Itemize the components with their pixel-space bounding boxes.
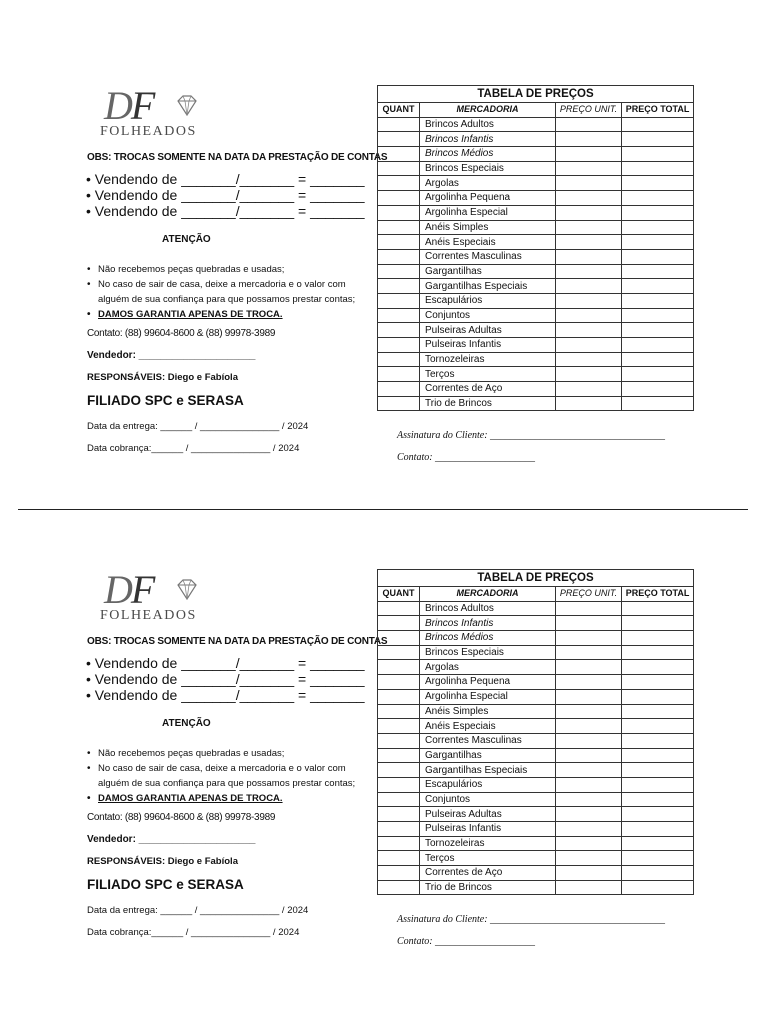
total-price-cell[interactable] — [622, 689, 694, 704]
price-row — [378, 396, 694, 411]
form-copy-bottom — [0, 484, 768, 968]
quant-cell[interactable] — [378, 836, 420, 851]
mercadoria-cell: Correntes de Aço — [420, 382, 556, 397]
quant-cell[interactable] — [378, 645, 420, 660]
unit-price-cell[interactable] — [556, 836, 622, 851]
unit-price-cell[interactable] — [556, 822, 622, 837]
col-header-preco-unit: PREÇO UNIT. — [556, 103, 622, 118]
unit-price-cell[interactable] — [556, 264, 622, 279]
mercadoria-cell: Gargantilhas — [420, 748, 556, 763]
price-table — [377, 85, 694, 411]
price-row — [378, 631, 694, 646]
unit-price-cell[interactable] — [556, 235, 622, 250]
mercadoria-cell: Terços — [420, 851, 556, 866]
filiado-text: FILIADO SPC e SERASA — [87, 877, 244, 892]
unit-price-cell[interactable] — [556, 308, 622, 323]
total-price-cell[interactable] — [622, 235, 694, 250]
vendedor-field: Vendedor: _____________________ — [87, 350, 256, 361]
price-row — [378, 132, 694, 147]
unit-price-cell[interactable] — [556, 338, 622, 353]
quant-cell[interactable] — [378, 352, 420, 367]
price-table — [377, 569, 694, 895]
quant-cell[interactable] — [378, 191, 420, 206]
quant-cell[interactable] — [378, 367, 420, 382]
col-header-preco-total: PREÇO TOTAL — [622, 587, 694, 602]
total-price-cell[interactable] — [622, 763, 694, 778]
price-row — [378, 161, 694, 176]
vendendo-line: • Vendendo de _______/_______ = _______ — [86, 687, 365, 703]
total-price-cell[interactable] — [622, 396, 694, 411]
price-row — [378, 836, 694, 851]
quant-cell[interactable] — [378, 822, 420, 837]
price-row — [378, 249, 694, 264]
quant-cell[interactable] — [378, 851, 420, 866]
total-price-cell[interactable] — [622, 807, 694, 822]
client-contact-field: Contato: ____________________ — [397, 936, 536, 947]
mercadoria-cell: Terços — [420, 367, 556, 382]
unit-price-cell[interactable] — [556, 631, 622, 646]
price-row — [378, 235, 694, 250]
vendendo-line: • Vendendo de _______/_______ = _______ — [86, 655, 365, 671]
unit-price-cell[interactable] — [556, 176, 622, 191]
price-row — [378, 279, 694, 294]
mercadoria-cell: Brincos Médios — [420, 631, 556, 646]
mercadoria-cell: Pulseiras Infantis — [420, 338, 556, 353]
quant-cell[interactable] — [378, 235, 420, 250]
obs-note: OBS: TROCAS SOMENTE NA DATA DA PRESTAÇÃO DE CONTAS — [87, 636, 388, 647]
df-folheados-logo — [96, 567, 208, 626]
quant-cell[interactable] — [378, 601, 420, 616]
logo-subtitle: FOLHEADOS — [100, 124, 197, 139]
total-price-cell[interactable] — [622, 308, 694, 323]
price-row — [378, 645, 694, 660]
unit-price-cell[interactable] — [556, 601, 622, 616]
price-row — [378, 382, 694, 397]
unit-price-cell[interactable] — [556, 191, 622, 206]
notes-list — [86, 746, 376, 806]
diamond-icon — [174, 578, 200, 602]
mercadoria-cell: Argolinha Especial — [420, 689, 556, 704]
unit-price-cell[interactable] — [556, 660, 622, 675]
total-price-cell[interactable] — [622, 675, 694, 690]
unit-price-cell[interactable] — [556, 132, 622, 147]
price-row — [378, 220, 694, 235]
garantia-note: • DAMOS GARANTIA APENAS DE TROCA. — [86, 791, 376, 806]
note-item: • Não recebemos peças quebradas e usadas; — [86, 746, 376, 761]
responsaveis-text: RESPONSÁVEIS: Diego e Fabíola — [87, 856, 238, 867]
unit-price-cell[interactable] — [556, 616, 622, 631]
unit-price-cell[interactable] — [556, 807, 622, 822]
vendendo-line: • Vendendo de _______/_______ = _______ — [86, 671, 365, 687]
price-row — [378, 675, 694, 690]
price-row — [378, 807, 694, 822]
price-row — [378, 851, 694, 866]
contact-phones: Contato: (88) 99604-8600 & (88) 99978-3989 — [87, 812, 276, 823]
unit-price-cell[interactable] — [556, 323, 622, 338]
total-price-cell[interactable] — [622, 161, 694, 176]
unit-price-cell[interactable] — [556, 866, 622, 881]
contact-phones: Contato: (88) 99604-8600 & (88) 99978-3989 — [87, 328, 276, 339]
quant-cell[interactable] — [378, 249, 420, 264]
total-price-cell[interactable] — [622, 866, 694, 881]
unit-price-cell[interactable] — [556, 675, 622, 690]
total-price-cell[interactable] — [622, 117, 694, 132]
total-price-cell[interactable] — [622, 851, 694, 866]
price-table-title: TABELA DE PREÇOS — [378, 570, 694, 587]
unit-price-cell[interactable] — [556, 117, 622, 132]
total-price-cell[interactable] — [622, 631, 694, 646]
quant-cell[interactable] — [378, 161, 420, 176]
quant-cell[interactable] — [378, 396, 420, 411]
mercadoria-cell: Gargantilhas Especiais — [420, 763, 556, 778]
unit-price-cell[interactable] — [556, 851, 622, 866]
quant-cell[interactable] — [378, 866, 420, 881]
logo-monogram: DF — [104, 83, 154, 128]
mercadoria-cell: Trio de Brincos — [420, 396, 556, 411]
quant-cell[interactable] — [378, 264, 420, 279]
mercadoria-cell: Gargantilhas Especiais — [420, 279, 556, 294]
vendendo-line: • Vendendo de _______/_______ = _______ — [86, 187, 365, 203]
unit-price-cell[interactable] — [556, 249, 622, 264]
total-price-cell[interactable] — [622, 880, 694, 895]
mercadoria-cell: Argolas — [420, 660, 556, 675]
price-row — [378, 689, 694, 704]
logo-subtitle: FOLHEADOS — [100, 608, 197, 623]
billing-date-field: Data cobrança:______ / _______________ / 2024 — [87, 927, 300, 938]
total-price-cell[interactable] — [622, 293, 694, 308]
mercadoria-cell: Brincos Especiais — [420, 161, 556, 176]
mercadoria-cell: Argolinha Especial — [420, 205, 556, 220]
total-price-cell[interactable] — [622, 323, 694, 338]
logo-monogram: DF — [104, 567, 154, 612]
price-row — [378, 704, 694, 719]
price-row — [378, 191, 694, 206]
price-row — [378, 719, 694, 734]
vendendo-list — [86, 655, 365, 703]
quant-cell[interactable] — [378, 631, 420, 646]
unit-price-cell[interactable] — [556, 719, 622, 734]
note-item: • Não recebemos peças quebradas e usadas; — [86, 262, 376, 277]
mercadoria-cell: Brincos Infantis — [420, 132, 556, 147]
total-price-cell[interactable] — [622, 191, 694, 206]
vendendo-line: • Vendendo de _______/_______ = _______ — [86, 203, 365, 219]
total-price-cell[interactable] — [622, 836, 694, 851]
mercadoria-cell: Argolas — [420, 176, 556, 191]
mercadoria-cell: Correntes Masculinas — [420, 733, 556, 748]
unit-price-cell[interactable] — [556, 733, 622, 748]
client-signature-field: Assinatura do Cliente: ___________________________________ — [397, 914, 666, 925]
total-price-cell[interactable] — [622, 660, 694, 675]
total-price-cell[interactable] — [622, 777, 694, 792]
price-row — [378, 601, 694, 616]
vendendo-line: • Vendendo de _______/_______ = _______ — [86, 171, 365, 187]
total-price-cell[interactable] — [622, 176, 694, 191]
price-row — [378, 117, 694, 132]
price-table-title: TABELA DE PREÇOS — [378, 86, 694, 103]
total-price-cell[interactable] — [622, 367, 694, 382]
mercadoria-cell: Brincos Médios — [420, 147, 556, 162]
mercadoria-cell: Gargantilhas — [420, 264, 556, 279]
quant-cell[interactable] — [378, 733, 420, 748]
quant-cell[interactable] — [378, 220, 420, 235]
quant-cell[interactable] — [378, 792, 420, 807]
total-price-cell[interactable] — [622, 382, 694, 397]
price-row — [378, 338, 694, 353]
col-header-preco-total: PREÇO TOTAL — [622, 103, 694, 118]
mercadoria-cell: Escapulários — [420, 777, 556, 792]
price-row — [378, 147, 694, 162]
quant-cell[interactable] — [378, 704, 420, 719]
unit-price-cell[interactable] — [556, 205, 622, 220]
total-price-cell[interactable] — [622, 601, 694, 616]
price-row — [378, 777, 694, 792]
col-header-preco-unit: PREÇO UNIT. — [556, 587, 622, 602]
unit-price-cell[interactable] — [556, 161, 622, 176]
unit-price-cell[interactable] — [556, 763, 622, 778]
form-copy-top — [0, 0, 768, 484]
col-header-mercadoria: MERCADORIA — [420, 587, 556, 602]
unit-price-cell[interactable] — [556, 352, 622, 367]
total-price-cell[interactable] — [622, 645, 694, 660]
price-row — [378, 660, 694, 675]
unit-price-cell[interactable] — [556, 382, 622, 397]
price-row — [378, 792, 694, 807]
total-price-cell[interactable] — [622, 279, 694, 294]
total-price-cell[interactable] — [622, 132, 694, 147]
quant-cell[interactable] — [378, 117, 420, 132]
mercadoria-cell: Anéis Especiais — [420, 235, 556, 250]
quant-cell[interactable] — [378, 338, 420, 353]
total-price-cell[interactable] — [622, 704, 694, 719]
df-folheados-logo — [96, 83, 208, 142]
quant-cell[interactable] — [378, 807, 420, 822]
mercadoria-cell: Pulseiras Adultas — [420, 323, 556, 338]
total-price-cell[interactable] — [622, 147, 694, 162]
price-row — [378, 733, 694, 748]
total-price-cell[interactable] — [622, 748, 694, 763]
total-price-cell[interactable] — [622, 249, 694, 264]
mercadoria-cell: Pulseiras Infantis — [420, 822, 556, 837]
mercadoria-cell: Brincos Especiais — [420, 645, 556, 660]
vendendo-list — [86, 171, 365, 219]
price-row — [378, 323, 694, 338]
price-row — [378, 176, 694, 191]
diamond-icon — [174, 94, 200, 118]
total-price-cell[interactable] — [622, 264, 694, 279]
quant-cell[interactable] — [378, 689, 420, 704]
quant-cell[interactable] — [378, 777, 420, 792]
filiado-text: FILIADO SPC e SERASA — [87, 393, 244, 408]
quant-cell[interactable] — [378, 308, 420, 323]
quant-cell[interactable] — [378, 293, 420, 308]
quant-cell[interactable] — [378, 147, 420, 162]
price-row — [378, 763, 694, 778]
note-item: • No caso de sair de casa, deixe a mercadoria e o valor com alguém de sua confiança para que possamos prestar contas; — [86, 761, 376, 791]
quant-cell[interactable] — [378, 719, 420, 734]
quant-cell[interactable] — [378, 323, 420, 338]
price-row — [378, 616, 694, 631]
mercadoria-cell: Brincos Adultos — [420, 117, 556, 132]
mercadoria-cell: Brincos Infantis — [420, 616, 556, 631]
mercadoria-cell: Anéis Simples — [420, 220, 556, 235]
unit-price-cell[interactable] — [556, 704, 622, 719]
billing-date-field: Data cobrança:______ / _______________ / 2024 — [87, 443, 300, 454]
mercadoria-cell: Pulseiras Adultas — [420, 807, 556, 822]
mercadoria-cell: Conjuntos — [420, 308, 556, 323]
mercadoria-cell: Trio de Brincos — [420, 880, 556, 895]
total-price-cell[interactable] — [622, 220, 694, 235]
garantia-note: • DAMOS GARANTIA APENAS DE TROCA. — [86, 307, 376, 322]
total-price-cell[interactable] — [622, 733, 694, 748]
price-row — [378, 293, 694, 308]
unit-price-cell[interactable] — [556, 880, 622, 895]
col-header-quant: QUANT — [378, 587, 420, 602]
responsaveis-text: RESPONSÁVEIS: Diego e Fabíola — [87, 372, 238, 383]
client-contact-field: Contato: ____________________ — [397, 452, 536, 463]
total-price-cell[interactable] — [622, 352, 694, 367]
vendedor-field: Vendedor: _____________________ — [87, 834, 256, 845]
mercadoria-cell: Escapulários — [420, 293, 556, 308]
price-row — [378, 880, 694, 895]
price-row — [378, 866, 694, 881]
price-row — [378, 264, 694, 279]
quant-cell[interactable] — [378, 675, 420, 690]
quant-cell[interactable] — [378, 880, 420, 895]
mercadoria-cell: Correntes Masculinas — [420, 249, 556, 264]
unit-price-cell[interactable] — [556, 293, 622, 308]
total-price-cell[interactable] — [622, 719, 694, 734]
total-price-cell[interactable] — [622, 205, 694, 220]
quant-cell[interactable] — [378, 748, 420, 763]
price-row — [378, 308, 694, 323]
unit-price-cell[interactable] — [556, 147, 622, 162]
atencao-heading: ATENÇÃO — [162, 718, 211, 729]
mercadoria-cell: Anéis Simples — [420, 704, 556, 719]
delivery-date-field: Data da entrega: ______ / _______________ / 2024 — [87, 905, 309, 916]
col-header-mercadoria: MERCADORIA — [420, 103, 556, 118]
total-price-cell[interactable] — [622, 822, 694, 837]
quant-cell[interactable] — [378, 205, 420, 220]
quant-cell[interactable] — [378, 616, 420, 631]
mercadoria-cell: Tornozeleiras — [420, 836, 556, 851]
mercadoria-cell: Argolinha Pequena — [420, 191, 556, 206]
price-row — [378, 352, 694, 367]
mercadoria-cell: Conjuntos — [420, 792, 556, 807]
unit-price-cell[interactable] — [556, 367, 622, 382]
unit-price-cell[interactable] — [556, 220, 622, 235]
price-row — [378, 205, 694, 220]
quant-cell[interactable] — [378, 132, 420, 147]
mercadoria-cell: Brincos Adultos — [420, 601, 556, 616]
quant-cell[interactable] — [378, 660, 420, 675]
unit-price-cell[interactable] — [556, 645, 622, 660]
mercadoria-cell: Argolinha Pequena — [420, 675, 556, 690]
unit-price-cell[interactable] — [556, 777, 622, 792]
total-price-cell[interactable] — [622, 338, 694, 353]
unit-price-cell[interactable] — [556, 748, 622, 763]
quant-cell[interactable] — [378, 176, 420, 191]
unit-price-cell[interactable] — [556, 396, 622, 411]
total-price-cell[interactable] — [622, 792, 694, 807]
note-item: • No caso de sair de casa, deixe a mercadoria e o valor com alguém de sua confiança para que possamos prestar contas; — [86, 277, 376, 307]
col-header-quant: QUANT — [378, 103, 420, 118]
mercadoria-cell: Correntes de Aço — [420, 866, 556, 881]
price-row — [378, 822, 694, 837]
quant-cell[interactable] — [378, 763, 420, 778]
client-signature-field: Assinatura do Cliente: ___________________________________ — [397, 430, 666, 441]
quant-cell[interactable] — [378, 382, 420, 397]
mercadoria-cell: Tornozeleiras — [420, 352, 556, 367]
notes-list — [86, 262, 376, 322]
price-row — [378, 748, 694, 763]
quant-cell[interactable] — [378, 279, 420, 294]
unit-price-cell[interactable] — [556, 792, 622, 807]
price-row — [378, 367, 694, 382]
mercadoria-cell: Anéis Especiais — [420, 719, 556, 734]
atencao-heading: ATENÇÃO — [162, 234, 211, 245]
total-price-cell[interactable] — [622, 616, 694, 631]
unit-price-cell[interactable] — [556, 689, 622, 704]
obs-note: OBS: TROCAS SOMENTE NA DATA DA PRESTAÇÃO DE CONTAS — [87, 152, 388, 163]
delivery-date-field: Data da entrega: ______ / _______________ / 2024 — [87, 421, 309, 432]
unit-price-cell[interactable] — [556, 279, 622, 294]
